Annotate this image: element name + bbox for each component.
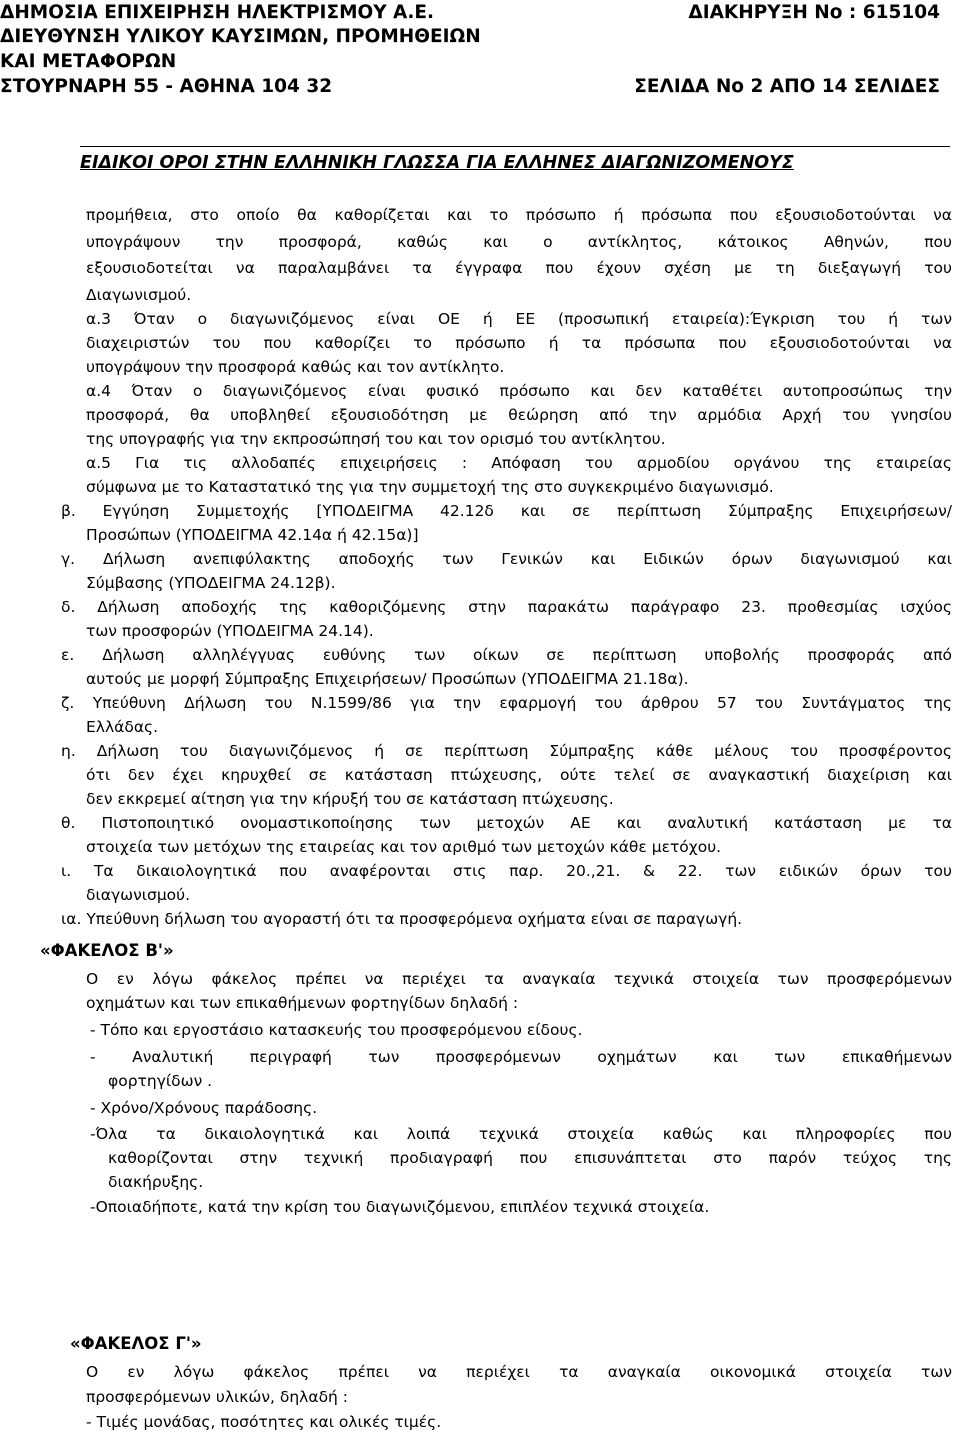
list-item: δ. Δήλωση αποδοχής της καθοριζόμενης στην παρακάτω παράγραφο 23. προθεσμίας ισχύος <box>61 598 952 616</box>
paragraph-line: σύμφωνα με το Καταστατικό της για την συμμετοχή της στο συγκεκριμένο διαγωνισμό. <box>86 478 774 496</box>
paragraph-line: της υπογραφής για την εκπροσώπησή του και τον ορισμό του αντίκλητου. <box>86 430 666 448</box>
list-item: γ. Δήλωση ανεπιφύλακτης αποδοχής των Γενικών και Ειδικών όρων διαγωνισμού και <box>61 550 952 568</box>
header-address: ΣΤΟΥΡΝΑΡΗ 55 - ΑΘΗΝΑ 104 32 <box>0 76 333 97</box>
paragraph-line: εξουσιοδοτείται να παραλαμβάνει τα έγγραφα που έχουν σχέση με τη διεξαγωγή του <box>86 259 952 277</box>
folder-c-title: «ΦΑΚΕΛΟΣ Γ'» <box>70 1334 202 1353</box>
folder-c-item: - Τιμές μονάδας, ποσότητες και ολικές τιμές. <box>86 1413 442 1431</box>
folder-c-intro: προσφερόμενων υλικών, δηλαδή : <box>86 1388 349 1406</box>
paragraph-line: υπογράψουν την προσφορά, καθώς και ο αντίκλητος, κάτοικος Αθηνών, που <box>86 233 952 251</box>
folder-b-item: - Χρόνο/Χρόνους παράδοσης. <box>90 1099 318 1117</box>
list-item: ι. Τα δικαιολογητικά που αναφέρονται στις παρ. 20.,21. & 22. των ειδικών όρων του <box>61 862 952 880</box>
header-page-number: ΣΕΛΙΔΑ Νο 2 ΑΠΟ 14 ΣΕΛΙΔΕΣ <box>634 76 940 97</box>
list-item: η. Δήλωση του διαγωνιζόμενος ή σε περίπτωση Σύμπραξης κάθε μέλους του προσφέροντος <box>61 742 952 760</box>
folder-b-intro: οχημάτων και των επικαθήμενων φορτηγίδων δηλαδή : <box>86 994 519 1012</box>
folder-b-item: -Οποιαδήποτε, κατά την κρίση του διαγωνιζόμενου, επιπλέον τεχνικά στοιχεία. <box>90 1198 710 1216</box>
header-divider <box>80 146 950 147</box>
paragraph-line: α.5 Για τις αλλοδαπές επιχειρήσεις : Απόφαση του αρμοδίου οργάνου της εταιρείας <box>86 454 952 472</box>
folder-b-item-cont: φορτηγίδων . <box>108 1072 213 1090</box>
folder-c-intro: Ο εν λόγω φάκελος πρέπει να περιέχει τα αναγκαία οικονομικά στοιχεία των <box>86 1363 952 1381</box>
paragraph-line: α.4 Όταν ο διαγωνιζόμενος είναι φυσικό πρόσωπο και δεν καταθέτει αυτοπροσώπως την <box>86 382 952 400</box>
list-item-cont: στοιχεία των μετόχων της εταιρείας και τον αριθμό των μετοχών κάθε μετόχου. <box>86 838 722 856</box>
list-item: β. Εγγύηση Συμμετοχής [ΥΠΟΔΕΙΓΜΑ 42.12δ και σε περίπτωση Σύμπραξης Επιχειρήσεων/ <box>61 502 952 520</box>
folder-b-item-cont: διακήρυξης. <box>108 1173 204 1191</box>
page-subtitle: ΕΙΔΙΚΟΙ ΟΡΟΙ ΣΤΗΝ ΕΛΛΗΝΙΚΗ ΓΛΩΣΣΑ ΓΙΑ ΕΛΛΗΝΕΣ ΔΙΑΓΩΝΙΖΟΜΕΝΟΥΣ <box>80 153 794 173</box>
list-item-cont: Προσώπων (ΥΠΟΔΕΙΓΜΑ 42.14α ή 42.15α)] <box>86 526 419 544</box>
list-item-cont: Ελλάδας. <box>86 718 159 736</box>
paragraph-line: υπογράψουν την προσφορά καθώς και τον αντίκλητο. <box>86 358 505 376</box>
header-department: ΔΙΕΥΘΥΝΣΗ ΥΛΙΚΟΥ ΚΑΥΣΙΜΩΝ, ΠΡΟΜΗΘΕΙΩΝ <box>0 26 481 47</box>
folder-b-item-cont: καθορίζονται στην τεχνική προδιαγραφή που επισυνάπτεται στο παρόν τεύχος της <box>108 1149 952 1167</box>
list-item-cont: διαγωνισμού. <box>86 886 191 904</box>
paragraph-line: προμήθεια, στο οποίο θα καθορίζεται και το πρόσωπο ή πρόσωπα που εξουσιοδοτούνται να <box>86 206 952 224</box>
folder-b-intro: Ο εν λόγω φάκελος πρέπει να περιέχει τα αναγκαία τεχνικά στοιχεία των προσφερόμενων <box>86 970 952 988</box>
list-item: ια. Υπεύθυνη δήλωση του αγοραστή ότι τα προσφερόμενα οχήματα είναι σε παραγωγή. <box>61 910 743 928</box>
folder-b-item: - Αναλυτική περιγραφή των προσφερόμενων οχημάτων και των επικαθήμενων <box>90 1048 952 1066</box>
header-org: ΔΗΜΟΣΙΑ ΕΠΙΧΕΙΡΗΣΗ ΗΛΕΚΤΡΙΣΜΟΥ Α.Ε. <box>0 2 435 23</box>
list-item-cont: αυτούς με μορφή Σύμπραξης Επιχειρήσεων/ Προσώπων (ΥΠΟΔΕΙΓΜΑ 21.18α). <box>86 670 689 688</box>
paragraph-line: Διαγωνισμού. <box>86 286 192 304</box>
folder-b-item: - Τόπο και εργοστάσιο κατασκευής του προσφερόμενου είδους. <box>90 1021 583 1039</box>
header-department-cont: ΚΑΙ ΜΕΤΑΦΟΡΩΝ <box>0 51 177 72</box>
folder-b-item: -Όλα τα δικαιολογητικά και λοιπά τεχνικά στοιχεία καθώς και πληροφορίες που <box>90 1125 952 1143</box>
list-item: ε. Δήλωση αλληλέγγυας ευθύνης των οίκων σε περίπτωση υποβολής προσφοράς από <box>61 646 952 664</box>
list-item: ζ. Υπεύθυνη Δήλωση του Ν.1599/86 για την εφαρμογή του άρθρου 57 του Συντάγματος της <box>61 694 952 712</box>
list-item: θ. Πιστοποιητικό ονομαστικοποίησης των μετοχών ΑΕ και αναλυτική κατάσταση με τα <box>61 814 952 832</box>
paragraph-line: προσφορά, θα υποβληθεί εξουσιοδότηση με θεώρηση από την αρμόδια Αρχή του γνησίου <box>86 406 952 424</box>
list-item-cont: δεν εκκρεμεί αίτηση για την κήρυξή του σε κατάσταση πτώχευσης. <box>86 790 614 808</box>
folder-b-title: «ΦΑΚΕΛΟΣ Β'» <box>40 941 174 960</box>
list-item-cont: ότι δεν έχει κηρυχθεί σε κατάσταση πτώχευσης, ούτε τελεί σε αναγκαστική διαχείριση και <box>86 766 952 784</box>
header-tender-number: ΔΙΑΚΗΡΥΞΗ Νο : 615104 <box>688 2 940 23</box>
paragraph-line: α.3 Όταν ο διαγωνιζόμενος είναι ΟΕ ή ΕΕ (προσωπική εταιρεία):Έγκριση του ή των <box>86 310 952 328</box>
paragraph-line: διαχειριστών του που καθορίζει το πρόσωπο ή τα πρόσωπα που εξουσιοδοτούνται να <box>86 334 952 352</box>
list-item-cont: Σύμβασης (ΥΠΟΔΕΙΓΜΑ 24.12β). <box>86 574 336 592</box>
list-item-cont: των προσφορών (ΥΠΟΔΕΙΓΜΑ 24.14). <box>86 622 374 640</box>
